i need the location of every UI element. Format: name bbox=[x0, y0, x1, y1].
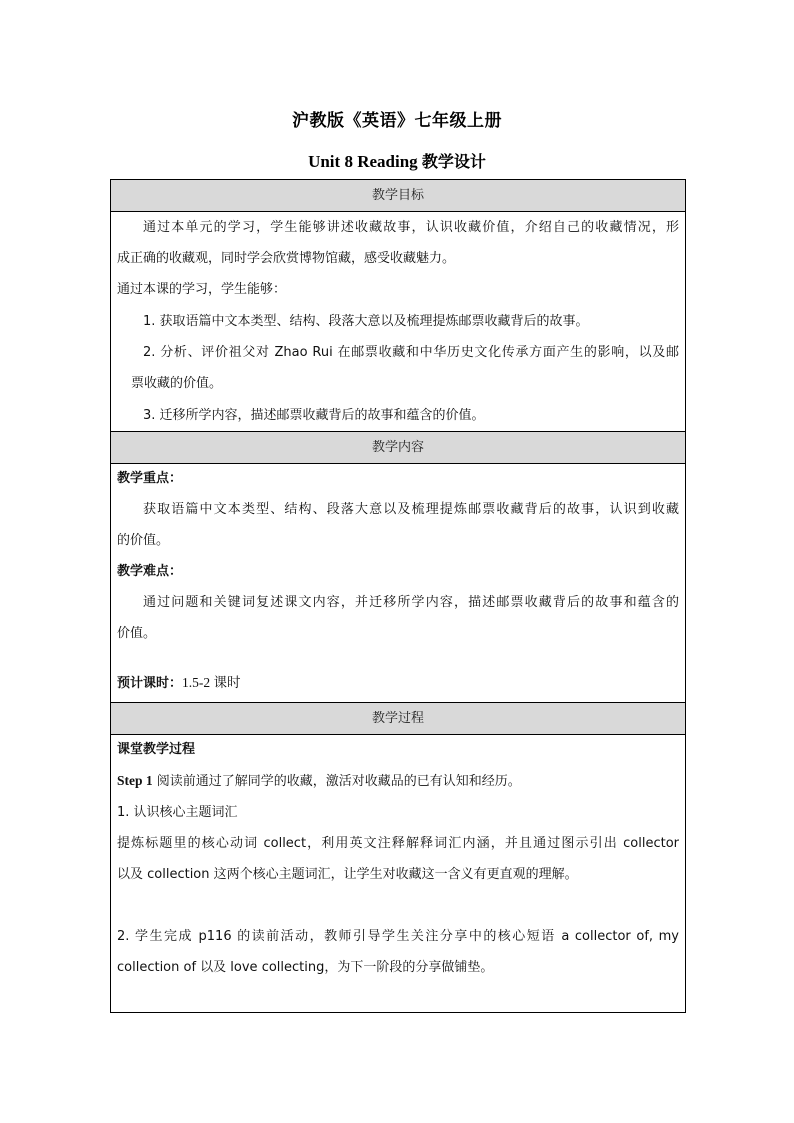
subtitle-unit: Unit 8 Reading bbox=[308, 152, 418, 171]
step-1 bbox=[117, 772, 679, 791]
lesson-plan-table bbox=[110, 179, 686, 1013]
objectives-para1-line2: 成正确的收藏观，同时学会欣赏博物馆藏，感受收藏魅力。 bbox=[117, 251, 456, 266]
objectives-item-2-line1: 2. 分析、评价祖父对 Zhao Rui 在邮票收藏和中华历史文化传承方面产生的影响，以及邮 bbox=[143, 345, 679, 360]
point-2-line2: collection of 以及 love collecting，为下一阶段的分享做铺垫。 bbox=[117, 960, 494, 975]
difficult-points-line2: 价值。 bbox=[117, 626, 157, 641]
step-1-text: 阅读前通过了解同学的收藏，激活对收藏品的已有认知和经历。 bbox=[152, 774, 521, 789]
objectives-item-1: 1. 获取语篇中文本类型、结构、段落大意以及梳理提炼邮票收藏背后的故事。 bbox=[143, 314, 589, 329]
process-subheading: 课堂教学过程 bbox=[117, 742, 196, 757]
key-points-line2: 的价值。 bbox=[117, 533, 170, 548]
subtitle-design: 教学设计 bbox=[421, 152, 486, 171]
document-title: 沪教版《英语》七年级上册 bbox=[292, 111, 502, 131]
key-points-label: 教学重点： bbox=[117, 471, 183, 486]
objectives-para2: 通过本课的学习，学生能够： bbox=[117, 282, 287, 297]
hours-label: 预计课时： bbox=[117, 676, 183, 691]
point-1-line1: 提炼标题里的核心动词 collect，利用英文注释解释词汇内涵，并且通过图示引出 collector bbox=[117, 836, 679, 851]
point-2-line1: 2. 学生完成 p116 的读前活动，教师引导学生关注分享中的核心短语 a collector of, my bbox=[117, 929, 679, 944]
estimated-hours bbox=[117, 674, 679, 693]
difficult-points-line1: 通过问题和关键词复述课文内容，并迁移所学内容，描述邮票收藏背后的故事和蕴含的 bbox=[143, 595, 679, 610]
objectives-item-2-line2: 票收藏的价值。 bbox=[131, 376, 223, 391]
step-1-label: Step 1 bbox=[117, 773, 153, 788]
objectives-para1-line1: 通过本单元的学习，学生能够讲述收藏故事，认识收藏价值，介绍自己的收藏情况，形 bbox=[143, 220, 679, 235]
point-1-title: 1. 认识核心主题词汇 bbox=[117, 805, 238, 820]
objectives-item-3: 3. 迁移所学内容，描述邮票收藏背后的故事和蕴含的价值。 bbox=[143, 408, 485, 423]
process-heading: 教学过程 bbox=[111, 703, 685, 735]
content-heading: 教学内容 bbox=[111, 432, 685, 464]
key-points-line1: 获取语篇中文本类型、结构、段落大意以及梳理提炼邮票收藏背后的故事，认识到收藏 bbox=[143, 502, 679, 517]
document-subtitle bbox=[0, 149, 794, 172]
hours-value: 1.5-2 课时 bbox=[182, 675, 241, 690]
difficult-points-label: 教学难点： bbox=[117, 564, 183, 579]
point-1-line2: 以及 collection 这两个核心主题词汇，让学生对收藏这一含义有更直观的理解。 bbox=[117, 867, 578, 882]
objectives-heading: 教学目标 bbox=[111, 180, 685, 212]
